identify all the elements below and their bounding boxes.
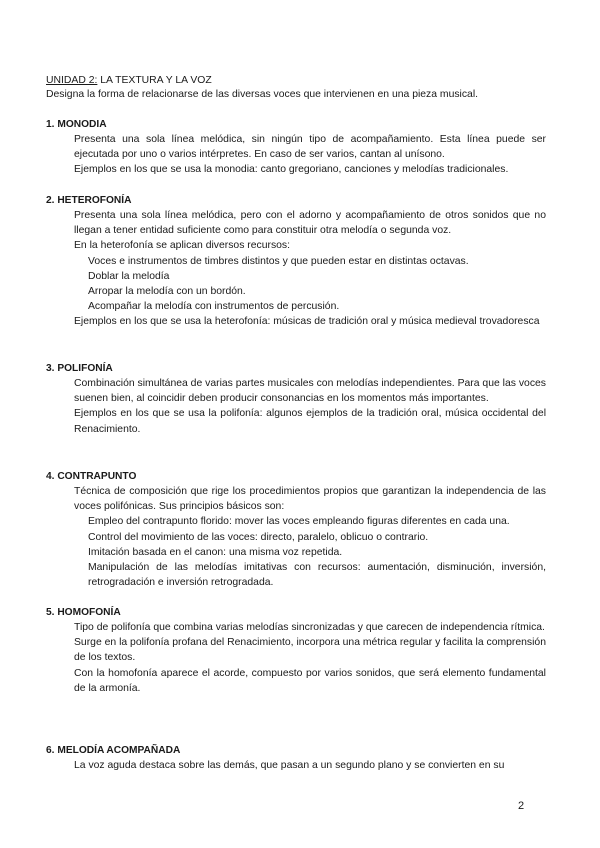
paragraph: Ejemplos en los que se usa la heterofonía: músicas de tradición oral y música medieval trovadoresca	[74, 316, 540, 328]
intro-text: Designa la forma de relacionarse de las diversas voces que intervienen en una pieza musical.	[46, 89, 479, 100]
unit-title	[46, 74, 212, 88]
paragraph: Presenta una sola línea melódica, pero con el adorno y acompañamiento de otros sonidos que no llegan a tener entidad suficiente como para constituir otra melodía o segunda voz.	[74, 210, 546, 237]
unit-name: LA TEXTURA Y LA VOZ	[97, 75, 212, 86]
list-item: Voces e instrumentos de timbres distintos y que pueden estar en distintas octavas.	[88, 255, 469, 267]
section-heading: 3. POLIFONÍA	[46, 363, 113, 374]
list-item: Doblar la melodía	[88, 270, 170, 282]
section-homofonia	[46, 606, 546, 696]
section-monodia	[46, 118, 546, 178]
list-item: Control del movimiento de las voces: directo, paralelo, oblicuo o contrario.	[88, 531, 429, 543]
paragraph: Presenta una sola línea melódica, sin ningún tipo de acompañamiento. Esta línea puede ser ejecutada por uno o varios intérpretes. En caso de ser varios, cantan al unísono.	[74, 134, 546, 161]
section-polifonia	[46, 362, 546, 437]
section-heading: 1. MONODIA	[46, 119, 107, 130]
paragraph: Tipo de polifonía que combina varias melodías sincronizadas y que carecen de independencia rítmica.	[74, 622, 545, 633]
paragraph: En la heterofonía se aplican diversos recursos:	[74, 240, 291, 252]
section-heterofonia	[46, 194, 546, 330]
page-number: 2	[518, 800, 525, 812]
list-item: Acompañar la melodía con instrumentos de percusión.	[88, 301, 340, 313]
section-heading: 2. HETEROFONÍA	[46, 195, 132, 206]
section-heading: 5. HOMOFONÍA	[46, 607, 121, 618]
paragraph: La voz aguda destaca sobre las demás, que pasan a un segundo plano y se convierten en su	[74, 760, 505, 771]
paragraph: Con la homofonía aparece el acorde, compuesto por varios sonidos, que será elemento fundamental de la armonía.	[74, 667, 546, 694]
paragraph: Ejemplos en los que se usa la monodia: canto gregoriano, canciones y melodías tradicionales.	[74, 164, 509, 176]
list-item: Empleo del contrapunto florido: mover las voces empleando figuras diferentes en cada una.	[88, 516, 510, 528]
list-item: Manipulación de las melodías imitativas con recursos: aumentación, disminución, inversión, retrogradación e inversión retrogradada.	[88, 562, 546, 589]
section-melodia-acompanada	[46, 744, 546, 773]
section-heading: 4. CONTRAPUNTO	[46, 471, 137, 482]
section-heading: 6. MELODÍA ACOMPAÑADA	[46, 745, 181, 756]
list-item: Arropar la melodía con un bordón.	[88, 286, 246, 298]
unit-label: UNIDAD 2:	[46, 75, 98, 86]
paragraph: Técnica de composición que rige los procedimientos propios que garantizan la independencia de las voces polifónicas. Sus principios básicos son:	[74, 486, 546, 513]
section-contrapunto	[46, 470, 546, 590]
paragraph: Ejemplos en los que se usa la polifonía: algunos ejemplos de la tradición oral, música occidental del Renacimiento.	[74, 408, 546, 435]
list-item: Imitación basada en el canon: una misma voz repetida.	[88, 546, 343, 558]
paragraph: Combinación simultánea de varias partes musicales con melodías independientes. Para que las voces suenen bien, al coincidir deben producir consonancias en los momentos más importantes.	[74, 378, 546, 405]
paragraph: Surge en la polifonía profana del Renacimiento, incorpora una métrica regular y facilita la comprensión de los textos.	[74, 637, 546, 664]
